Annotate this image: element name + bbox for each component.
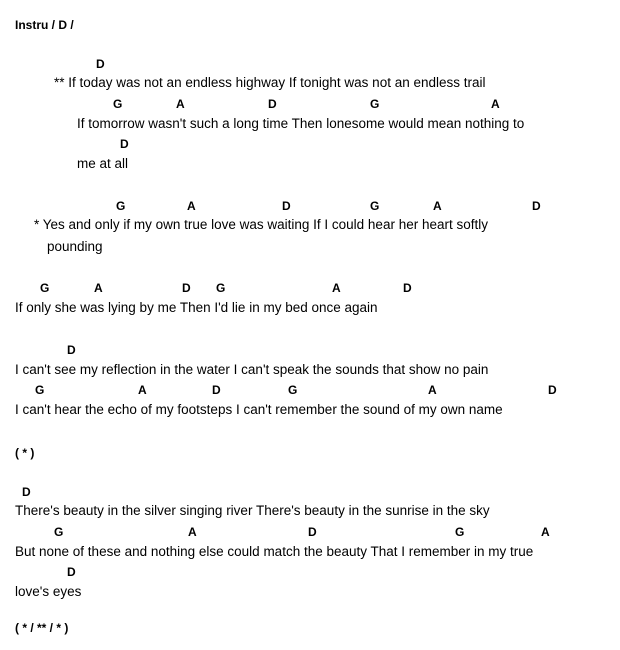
lyric-line-9: There's beauty in the silver singing river There's beauty in the sunrise in the sky	[15, 503, 490, 518]
chord-l6-0: G	[40, 281, 50, 295]
lyric-line-8: I can't hear the echo of my footsteps I can't remember the sound of my own name	[15, 402, 503, 417]
chord-l8-5: D	[548, 383, 557, 397]
chord-l4-2: D	[282, 199, 291, 213]
lyric-line-5: pounding	[47, 239, 103, 254]
chord-l6-4: A	[332, 281, 341, 295]
chord-l9-0: D	[22, 485, 31, 499]
chord-l4-5: D	[532, 199, 541, 213]
chord-l2-4: A	[491, 97, 500, 111]
lyric-line-6: If only she was lying by me Then I'd lie in my bed once again	[15, 300, 378, 315]
chord-l6-3: G	[216, 281, 226, 295]
chord-l10-1: A	[188, 525, 197, 539]
chord-l11-0: D	[67, 565, 76, 579]
chord-l4-1: A	[187, 199, 196, 213]
chord-l4-0: G	[116, 199, 126, 213]
chord-l10-0: G	[54, 525, 64, 539]
chorus-marker: ( * )	[15, 446, 35, 460]
lyric-line-3: me at all	[77, 156, 129, 171]
chord-l2-2: D	[268, 97, 277, 111]
ending-marker: ( * / ** / * )	[15, 621, 69, 635]
lyric-line-4: * Yes and only if my own true love was waiting If I could hear her heart softly	[34, 217, 488, 232]
chord-l10-4: A	[541, 525, 550, 539]
chord-l8-2: D	[212, 383, 221, 397]
chord-l8-3: G	[288, 383, 298, 397]
chord-l4-4: A	[433, 199, 442, 213]
lyric-line-11: love's eyes	[15, 584, 82, 599]
chord-l10-3: G	[455, 525, 465, 539]
instrumental-label: Instru / D /	[15, 18, 74, 32]
chord-l8-4: A	[428, 383, 437, 397]
lyric-line-10: But none of these and nothing else could match the beauty That I remember in my true	[15, 544, 534, 559]
chord-l4-3: G	[370, 199, 380, 213]
chord-l2-1: A	[176, 97, 185, 111]
chord-l8-1: A	[138, 383, 147, 397]
chord-l6-1: A	[94, 281, 103, 295]
lyric-line-1: ** If today was not an endless highway If tonight was not an endless trail	[54, 75, 486, 90]
chord-l2-0: G	[113, 97, 123, 111]
lyric-line-2: If tomorrow wasn't such a long time Then lonesome would mean nothing to	[77, 116, 525, 131]
chord-l3-0: D	[120, 137, 129, 151]
lyric-line-7: I can't see my reflection in the water I can't speak the sounds that show no pain	[15, 362, 489, 377]
chord-l6-2: D	[182, 281, 191, 295]
chord-l1-0: D	[96, 57, 105, 71]
chord-l8-0: G	[35, 383, 45, 397]
chord-l6-5: D	[403, 281, 412, 295]
chord-l2-3: G	[370, 97, 380, 111]
chord-l7-0: D	[67, 343, 76, 357]
chord-l10-2: D	[308, 525, 317, 539]
